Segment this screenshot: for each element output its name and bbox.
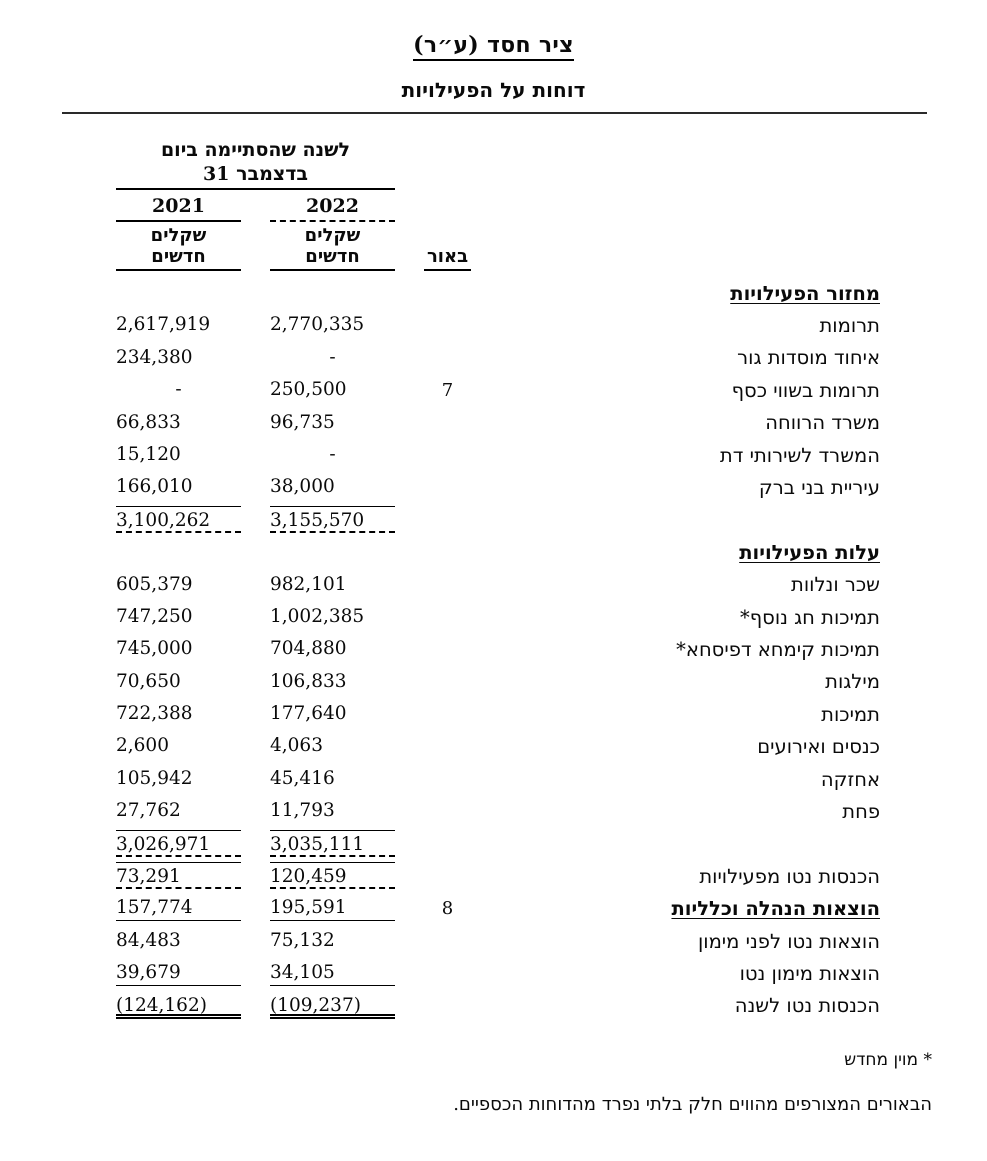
- amount-2022: 96,735: [270, 411, 335, 433]
- currency-line1: שקלים: [304, 225, 361, 246]
- row-label: מחזור הפעילויות: [730, 281, 880, 305]
- amount-2021-cell: [116, 860, 241, 892]
- reclassified-footnote: * מוין מחדש: [844, 1049, 932, 1070]
- amount-2021-cell: [116, 925, 241, 957]
- amount-2021: 234,380: [116, 346, 193, 368]
- column-gap: [241, 471, 270, 503]
- column-gap: [241, 633, 270, 665]
- statement-row: [0, 633, 987, 665]
- period-header-row: [0, 138, 987, 190]
- row-label: פחת: [842, 799, 880, 823]
- statement-row: [0, 309, 987, 341]
- amount-2021-cell: [116, 407, 241, 439]
- currency-label-2022: [270, 225, 395, 271]
- amount-2022: 11,793: [270, 800, 335, 822]
- statement-subtitle: דוחות על הפעילויות: [401, 78, 586, 102]
- row-label: עיריית בני ברק: [758, 476, 880, 500]
- row-note: [395, 828, 500, 860]
- amount-2022: 250,500: [270, 379, 347, 401]
- amount-2021: 166,010: [116, 476, 193, 498]
- column-gap: [241, 309, 270, 341]
- amount-2022-cell: [270, 666, 395, 698]
- amount-2021: 39,679: [116, 959, 241, 986]
- amount-2022: 45,416: [270, 767, 335, 789]
- row-label: תרומות בשווי כסף: [731, 378, 880, 402]
- column-gap: [241, 730, 270, 762]
- amount-2021-cell: [116, 536, 241, 568]
- statement-row: [0, 763, 987, 795]
- footer: [0, 1050, 987, 1115]
- row-note: [395, 730, 500, 762]
- amount-2022-cell: [270, 698, 395, 730]
- column-gap: [241, 892, 270, 924]
- row-label: אחזקה: [820, 767, 880, 791]
- row-note: 8: [441, 898, 454, 920]
- currency-line1: שקלים: [150, 225, 207, 246]
- amount-2021: 605,379: [116, 573, 193, 595]
- row-label: הכנסות נטו מפעילויות: [699, 864, 880, 888]
- amount-2021: 722,388: [116, 703, 193, 725]
- column-gap: [241, 698, 270, 730]
- amount-2021-cell: [116, 763, 241, 795]
- column-gap: [241, 439, 270, 471]
- note-column-header: באור: [424, 246, 471, 271]
- amount-2021-cell: [116, 957, 241, 989]
- statement-row: [0, 828, 987, 860]
- amount-2021-cell: [116, 471, 241, 503]
- statement-row: [0, 795, 987, 827]
- amount-2022-cell: [270, 633, 395, 665]
- column-gap: [241, 957, 270, 989]
- statement-row: [0, 536, 987, 568]
- amount-2021-cell: [116, 828, 241, 860]
- amount-2022-cell: [270, 601, 395, 633]
- organization-title: ציר חסד (ע״ר): [413, 32, 574, 61]
- statement-rows: [0, 277, 987, 1022]
- amount-2021: 2,600: [116, 735, 169, 757]
- amount-2021-cell: [116, 633, 241, 665]
- statement-row: [0, 471, 987, 503]
- column-gap: [241, 763, 270, 795]
- amount-2022-cell: [270, 763, 395, 795]
- row-note: [395, 633, 500, 665]
- column-gap: [241, 374, 270, 406]
- row-label: הוצאות נטו לפני מימון: [697, 929, 880, 953]
- row-label: שכר ונלוות: [791, 573, 880, 597]
- amount-2022: 4,063: [270, 735, 323, 757]
- amount-2021-cell: [116, 795, 241, 827]
- currency-line2: חדשים: [151, 246, 206, 267]
- amount-2021: -: [175, 379, 182, 401]
- amount-2022: 177,640: [270, 703, 347, 725]
- amount-2021: 84,483: [116, 929, 181, 951]
- amount-2021: 70,650: [116, 670, 181, 692]
- amount-2022: 38,000: [270, 476, 335, 498]
- row-note: [395, 471, 500, 503]
- amount-2022-cell: [270, 892, 395, 924]
- amount-2021: 15,120: [116, 443, 181, 465]
- row-note: 7: [441, 379, 454, 401]
- amount-2021-cell: [116, 309, 241, 341]
- row-note: [395, 569, 500, 601]
- amount-2022-cell: [270, 439, 395, 471]
- amount-2022: 3,155,570: [270, 506, 395, 533]
- year-column-2022: 2022: [270, 193, 395, 222]
- amount-2022: -: [329, 443, 336, 465]
- period-header-line2: 31 בדצמבר: [203, 163, 308, 185]
- amount-2022: 106,833: [270, 670, 347, 692]
- period-header: [116, 138, 395, 190]
- row-note: [395, 407, 500, 439]
- amount-2021: 3,026,971: [116, 830, 241, 857]
- amount-2022-cell: [270, 536, 395, 568]
- amount-2021-cell: [116, 439, 241, 471]
- column-gap: [241, 569, 270, 601]
- year-column-2021: 2021: [116, 193, 241, 222]
- amount-2022: 3,035,111: [270, 830, 395, 857]
- amount-2021-cell: [116, 666, 241, 698]
- amount-2022-cell: [270, 569, 395, 601]
- amount-2022: 2,770,335: [270, 314, 365, 336]
- statement-row: [0, 569, 987, 601]
- row-label: המשרד לשירותי דת: [719, 443, 880, 467]
- row-label: תרומות: [819, 314, 880, 338]
- currency-label-2021: [116, 225, 241, 271]
- statement-row: [0, 730, 987, 762]
- statement-row: [0, 342, 987, 374]
- amount-2021-cell: [116, 698, 241, 730]
- amount-2021-cell: [116, 504, 241, 536]
- statement-row: [0, 407, 987, 439]
- row-label: תמיכות חג נוסף*: [739, 605, 880, 629]
- row-label: משרד הרווחה: [765, 411, 880, 435]
- row-note: [395, 795, 500, 827]
- column-gap: [241, 342, 270, 374]
- currency-header-row: [0, 225, 987, 271]
- amount-2021: 105,942: [116, 767, 193, 789]
- row-label: מילגות: [825, 670, 880, 694]
- row-note: [395, 601, 500, 633]
- amount-2021: 73,291: [116, 862, 241, 889]
- row-label: כנסים ואירועים: [757, 735, 880, 759]
- amount-2022-cell: [270, 957, 395, 989]
- amount-2022-cell: [270, 925, 395, 957]
- amount-2021-cell: [116, 569, 241, 601]
- amount-2021: 747,250: [116, 605, 193, 627]
- header-rule: [62, 112, 927, 114]
- statement-row: [0, 374, 987, 406]
- notes-integral-statement: הבאורים המצורפים מהווים חלק בלתי נפרד מהדוחות הכספיים.: [453, 1093, 932, 1115]
- statement-row: [0, 892, 987, 924]
- amount-2022-cell: [270, 990, 395, 1022]
- row-label: הוצאות הנהלה וכלליות: [671, 897, 880, 921]
- statement-row: [0, 504, 987, 536]
- amount-2022-cell: [270, 471, 395, 503]
- statement-row: [0, 860, 987, 892]
- column-gap: [241, 666, 270, 698]
- amount-2022-cell: [270, 277, 395, 309]
- row-note: [395, 309, 500, 341]
- row-note: [395, 990, 500, 1022]
- years-row: [0, 193, 987, 222]
- amount-2022-cell: [270, 828, 395, 860]
- amount-2022: 982,101: [270, 573, 347, 595]
- statement-row: [0, 698, 987, 730]
- row-label: [500, 828, 880, 860]
- row-label: הכנסות נטו לשנה: [734, 994, 880, 1018]
- amount-2022-cell: [270, 407, 395, 439]
- amount-2021-cell: [116, 277, 241, 309]
- column-gap: [241, 277, 270, 309]
- amount-2021-cell: [116, 342, 241, 374]
- statement-row: [0, 666, 987, 698]
- column-gap: [241, 536, 270, 568]
- amount-2022: 1,002,385: [270, 605, 365, 627]
- row-note: [395, 504, 500, 536]
- column-gap: [241, 601, 270, 633]
- amount-2021: 66,833: [116, 411, 181, 433]
- amount-2021: 2,617,919: [116, 314, 211, 336]
- amount-2021-cell: [116, 892, 241, 924]
- statement-row: [0, 277, 987, 309]
- currency-line2: חדשים: [305, 246, 360, 267]
- amount-2021-cell: [116, 601, 241, 633]
- row-note: [395, 957, 500, 989]
- row-note: [395, 536, 500, 568]
- column-gap: [241, 407, 270, 439]
- row-note: [395, 277, 500, 309]
- amount-2021-cell: [116, 990, 241, 1022]
- row-note: [395, 342, 500, 374]
- row-label: [500, 504, 880, 536]
- amount-2022: 704,880: [270, 638, 347, 660]
- statement-row: [0, 990, 987, 1022]
- amount-2022: 195,591: [270, 894, 395, 921]
- row-note: [395, 439, 500, 471]
- amount-2022-cell: [270, 342, 395, 374]
- column-gap: [241, 860, 270, 892]
- amount-2021: 27,762: [116, 800, 181, 822]
- row-note: [395, 698, 500, 730]
- amount-2022: 75,132: [270, 929, 335, 951]
- statement-row: [0, 925, 987, 957]
- amount-2022-cell: [270, 309, 395, 341]
- row-note: [395, 860, 500, 892]
- statement-row: [0, 439, 987, 471]
- amount-2022: -: [329, 346, 336, 368]
- amount-2021: (124,162): [116, 992, 241, 1019]
- row-note: [395, 925, 500, 957]
- title-block: [0, 0, 987, 61]
- row-note: [395, 763, 500, 795]
- amount-2021: 157,774: [116, 894, 241, 921]
- amount-2022: 34,105: [270, 959, 395, 986]
- column-gap: [241, 504, 270, 536]
- row-label: הוצאות מימון נטו: [739, 961, 880, 985]
- period-header-line1: לשנה שהסתיימה ביום: [160, 139, 351, 161]
- statement-row: [0, 957, 987, 989]
- amount-2021-cell: [116, 730, 241, 762]
- column-gap: [241, 795, 270, 827]
- column-gap: [241, 925, 270, 957]
- row-label: תמיכות: [821, 702, 880, 726]
- amount-2022-cell: [270, 860, 395, 892]
- amount-2022-cell: [270, 374, 395, 406]
- amount-2022-cell: [270, 504, 395, 536]
- amount-2022-cell: [270, 795, 395, 827]
- amount-2022: 120,459: [270, 862, 395, 889]
- row-label: תמיכות קימחא דפיסחא*: [676, 637, 880, 661]
- statement-row: [0, 601, 987, 633]
- row-label: איחוד מוסדות גור: [737, 346, 880, 370]
- row-label: עלות הפעילויות: [739, 540, 880, 564]
- amount-2021: 745,000: [116, 638, 193, 660]
- amount-2022: (109,237): [270, 992, 395, 1019]
- row-note: [395, 666, 500, 698]
- amount-2021: 3,100,262: [116, 506, 241, 533]
- amount-2022-cell: [270, 730, 395, 762]
- column-gap: [241, 990, 270, 1022]
- column-gap: [241, 828, 270, 860]
- amount-2021-cell: [116, 374, 241, 406]
